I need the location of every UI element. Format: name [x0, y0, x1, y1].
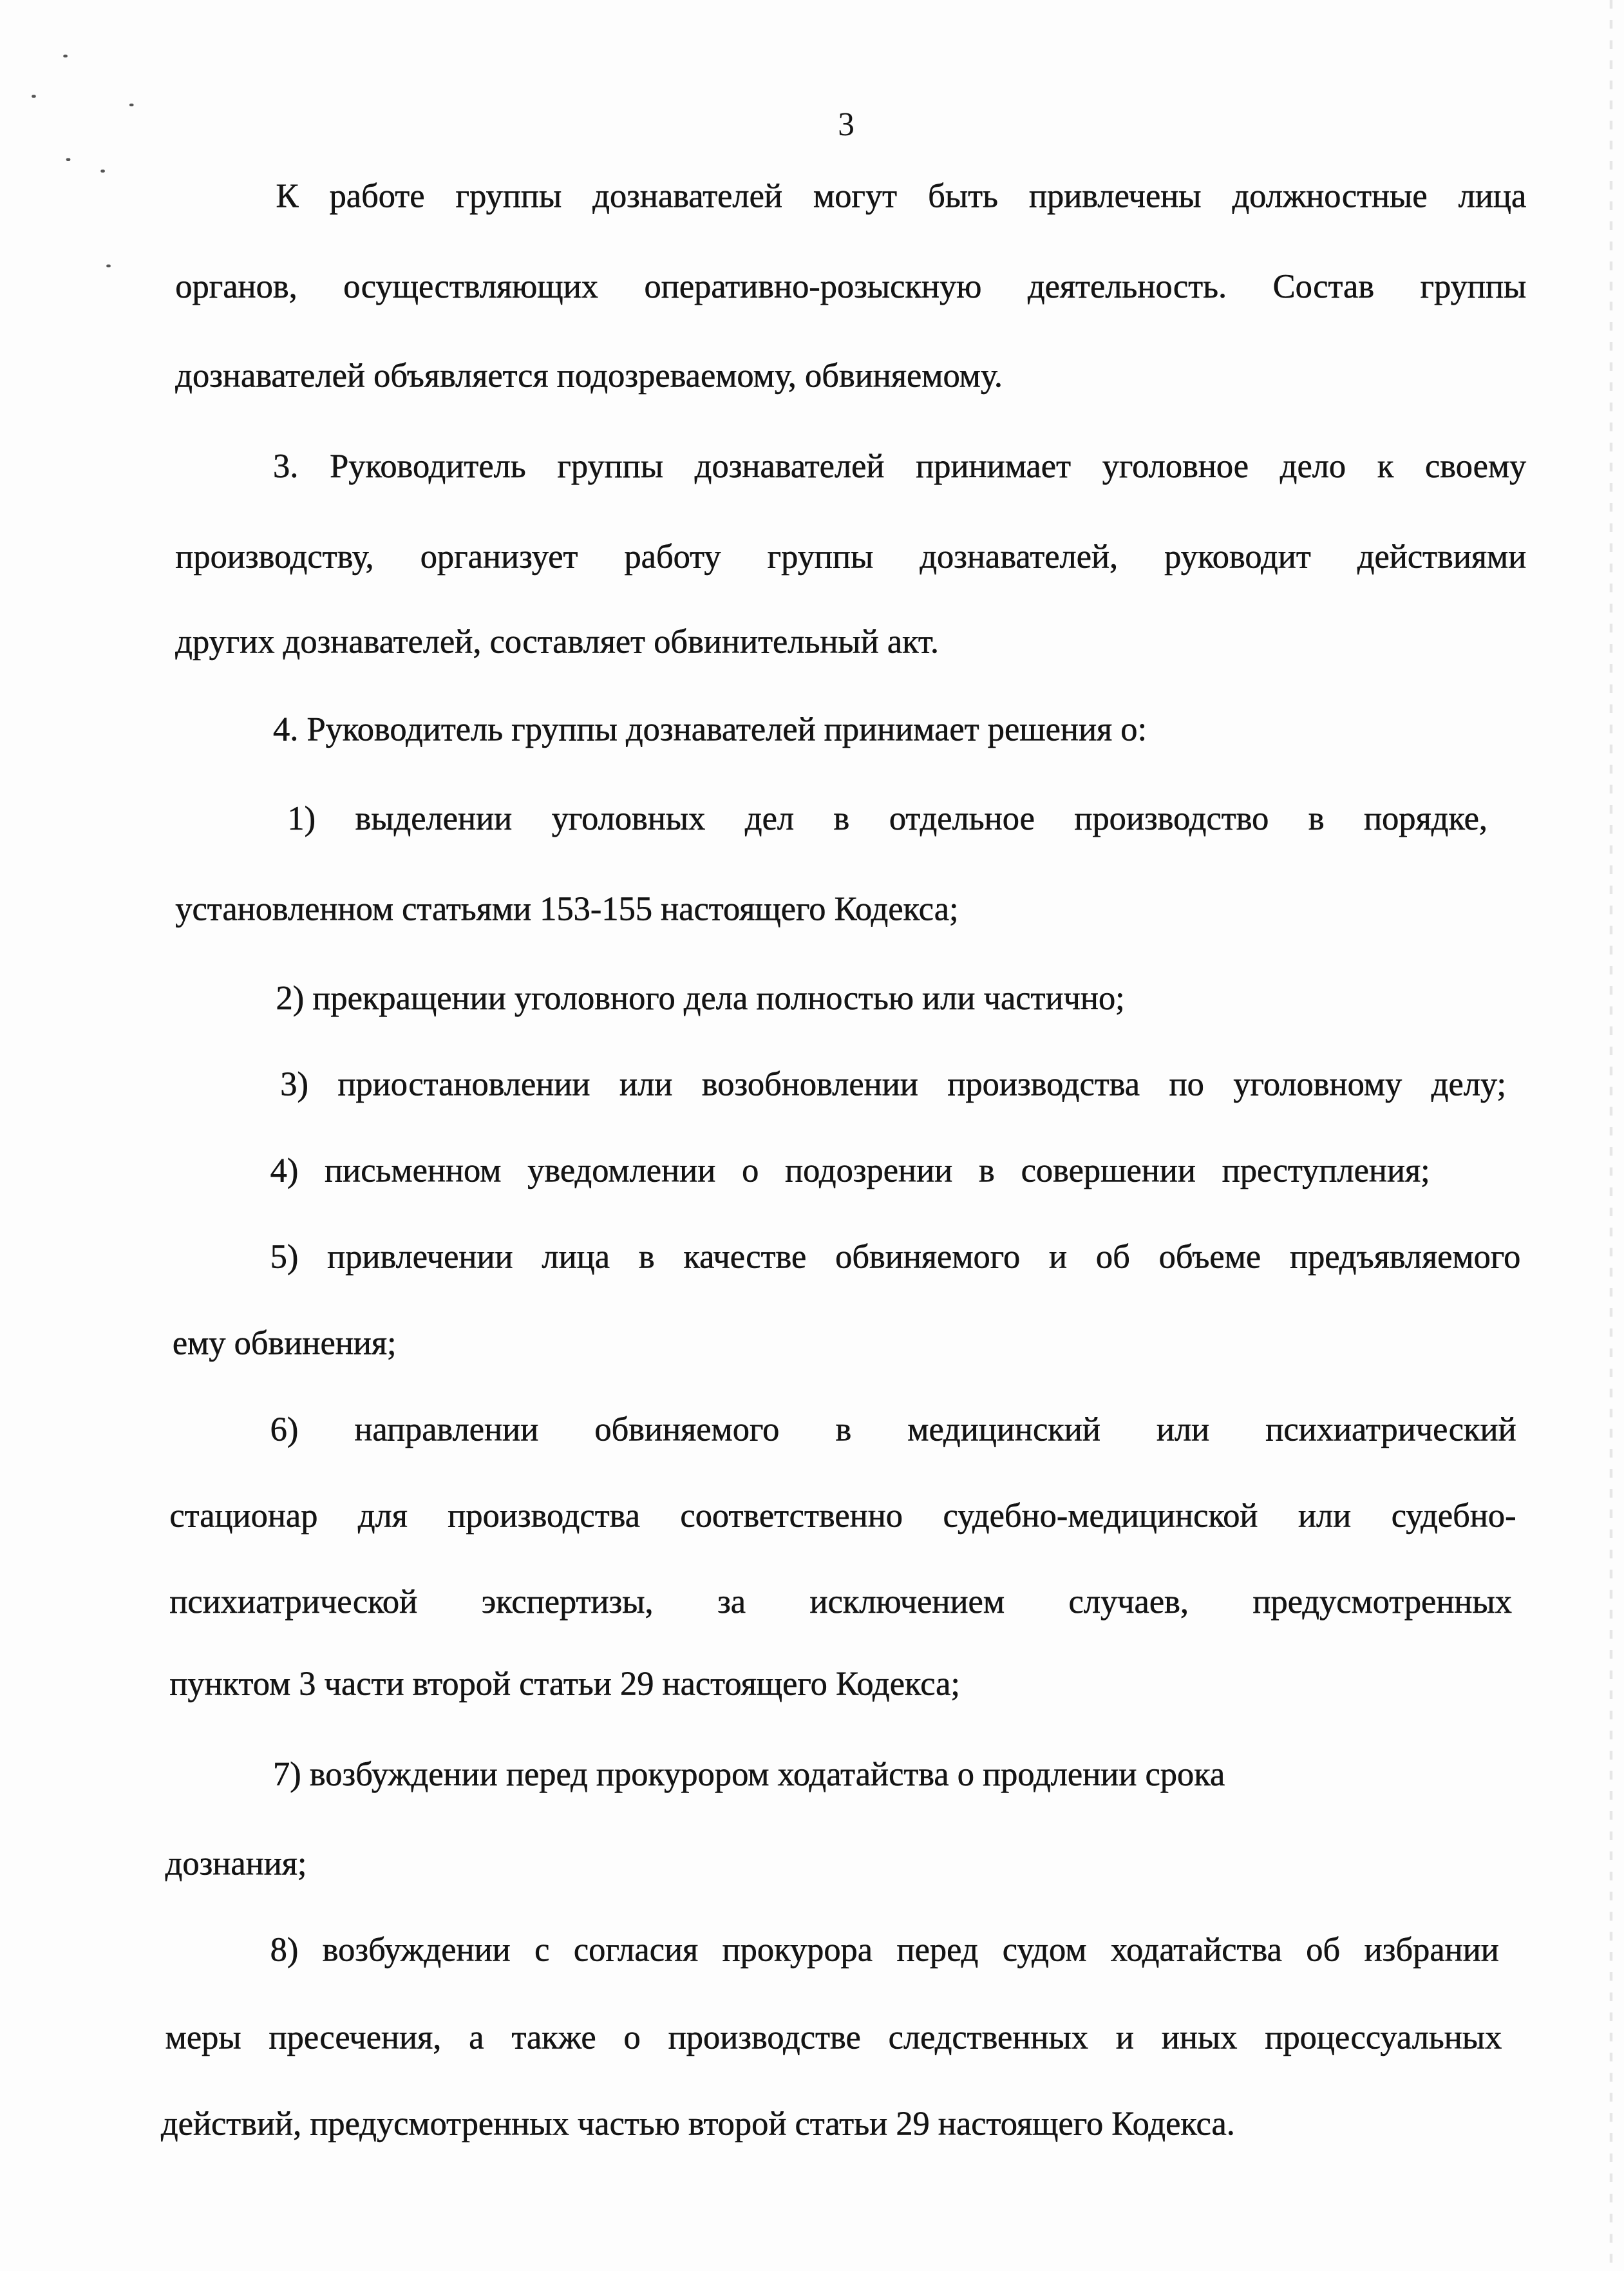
text-line: 5) привлечении лица в качестве обвиняемого и об объеме предъявляемого [270, 1239, 1521, 1277]
scan-speck [63, 55, 68, 57]
page-number: 3 [838, 106, 854, 142]
text-line: пунктом 3 части второй статьи 29 настоящего Кодекса; [169, 1666, 960, 1704]
text-line: действий, предусмотренных частью второй статьи 29 настоящего Кодекса. [160, 2105, 1235, 2143]
text-line: ему обвинения; [172, 1325, 397, 1363]
scan-speck [66, 158, 71, 161]
scan-edge-artifact [1610, 0, 1612, 2271]
text-line: стационар для производства соответственно судебно-медицинской или судебно- [169, 1497, 1516, 1535]
text-line: 1) выделении уголовных дел в отдельное производство в порядке, [287, 801, 1488, 839]
text-line: 6) направлении обвиняемого в медицинский или психиатрический [270, 1411, 1516, 1449]
scan-speck [32, 95, 36, 97]
text-line: психиатрической экспертизы, за исключением случаев, предусмотренных [169, 1584, 1512, 1622]
text-line: производству, организует работу группы дознавателей, руководит действиями [175, 538, 1527, 576]
scan-speck [129, 104, 134, 106]
text-line: установленном статьями 153-155 настоящего Кодекса; [175, 891, 959, 929]
text-line: К работе группы дознавателей могут быть привлечены должностные лица [276, 178, 1527, 216]
text-line: 4) письменном уведомлении о подозрении в совершении преступления; [270, 1152, 1430, 1191]
text-line: 8) возбуждении с согласия прокурора перед судом ходатайства об избрании [270, 1932, 1499, 1970]
text-line: дознавателей объявляется подозреваемому, обвиняемому. [175, 357, 1003, 395]
text-line: 3) приостановлении или возобновлении производства по уголовному делу; [280, 1067, 1507, 1105]
scan-speck [100, 169, 105, 172]
text-line: дознания; [165, 1845, 307, 1883]
text-line: 4. Руководитель группы дознавателей принимает решения о: [273, 711, 1147, 749]
text-line: 3. Руководитель группы дознавателей принимает уголовное дело к своему [273, 448, 1527, 486]
text-line: 7) возбуждении перед прокурором ходатайства о продлении срока [273, 1756, 1225, 1794]
scan-speck [106, 265, 111, 267]
text-line: других дознавателей, составляет обвинительный акт. [175, 623, 939, 661]
text-line: органов, осуществляющих оперативно-розыскную деятельность. Состав группы [175, 269, 1527, 307]
text-line: 2) прекращении уголовного дела полностью или частично; [276, 980, 1125, 1018]
text-line: меры пресечения, а также о производстве следственных и иных процессуальных [165, 2019, 1502, 2057]
